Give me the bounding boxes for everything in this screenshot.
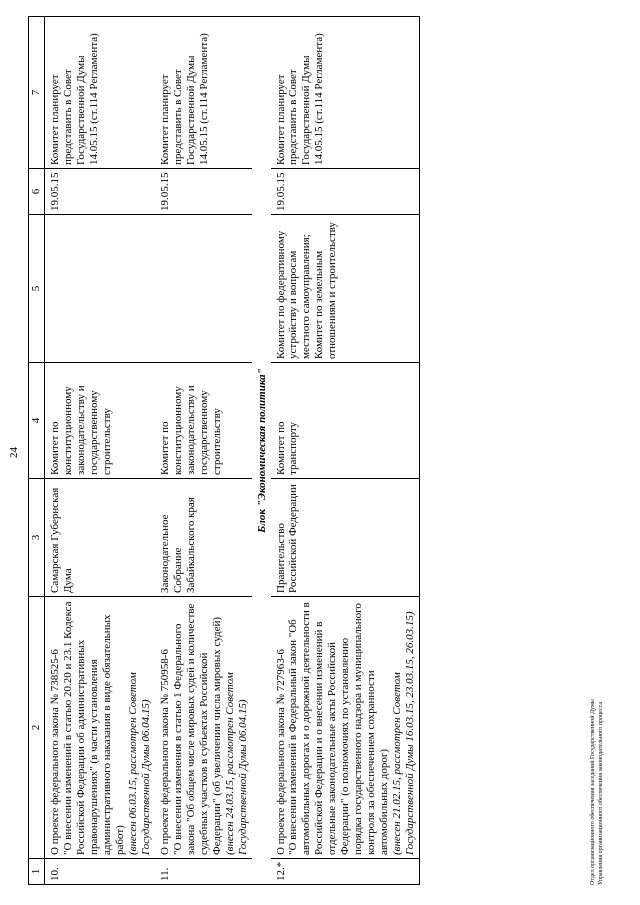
column-header-7: 7	[29, 17, 45, 169]
bill-cell	[271, 597, 420, 859]
bill-cell	[155, 597, 252, 859]
section-row	[252, 17, 271, 885]
table-row	[155, 17, 252, 885]
deadline-date: 19.05.15	[45, 169, 155, 215]
table-row	[271, 17, 420, 885]
bill-description: "О внесении изменений в Федеральный закон "Об автомобильных дорогах и о дорожной деятельности в Российской Федерации и о внесении изменений в отдельные законодательные акты Российской Федерации" (о полномочиях по установлению порядка государственного надзора и муниципального контроля за обеспечением сохранности автомобильных дорог)	[287, 602, 391, 855]
deadline-date: 19.05.15	[155, 169, 252, 215]
column-header-1: 1	[29, 859, 45, 885]
bill-author: Правительство Российской Федерации	[271, 479, 420, 597]
column-header-2: 2	[29, 597, 45, 859]
bills-table	[28, 16, 420, 885]
deadline-date: 19.05.15	[271, 169, 420, 215]
bill-author: Законодательное Собрание Забайкальского края	[155, 479, 252, 597]
column-header-5: 5	[29, 215, 45, 363]
table-row	[45, 17, 155, 885]
footer-line-1: Отдел организационного обеспечения заседаний Государственной Думы	[590, 699, 596, 885]
page-number: 24	[8, 447, 20, 458]
column-header-4: 4	[29, 363, 45, 479]
plan-note: Комитет планирует представить в Совет Государственной Думы 14.05.15 (ст.114 Регламента)	[155, 17, 252, 169]
column-header-6: 6	[29, 169, 45, 215]
row-number: 10.	[45, 859, 155, 885]
row-number: 12.*	[271, 859, 420, 885]
bill-note: (внесен 06.03.15, рассмотрен Советом Государственной Думы 06.04.15)	[126, 672, 152, 855]
bill-cell	[45, 597, 155, 859]
bill-note: (внесен 21.02.15, рассмотрен Советом Государственной Думы 16.03.15, 23.03.15, 26.03.15)	[391, 611, 417, 855]
footer-line-2: Управления организационного обеспечения законодательного процесса	[597, 701, 604, 885]
plan-note: Комитет планирует представить в Совет Государственной Думы 14.05.15 (ст.114 Регламента)	[45, 17, 155, 169]
bill-author: Самарская Губернская Дума	[45, 479, 155, 597]
bill-description: "О внесении изменения в статью 1 Федерального закона "Об общем числе мировых судей и количестве судебных участков в субъектах Российской Федерации" (об увеличении числа мировых судей)	[171, 603, 223, 855]
plan-note: Комитет планирует представить в Совет Государственной Думы 14.05.15 (ст.114 Регламента)	[271, 17, 420, 169]
bill-number: О проекте федерального закона № 738525-6	[49, 649, 61, 855]
column-header-3: 3	[29, 479, 45, 597]
responsible-committee: Комитет по конституционному законодательству и государственному строительству	[45, 363, 155, 479]
section-title: Блок "Экономическая политика"	[255, 368, 268, 533]
responsible-committee: Комитет по транспорту	[271, 363, 420, 479]
bill-note: (внесен 24.03.15, рассмотрен Советом Государственной Думы 06.04.15)	[223, 672, 249, 855]
co-committees: Комитет по федеративному устройству и вопросам местного самоуправления; Комитет по земельным отношениям и строительству	[271, 215, 420, 363]
responsible-committee: Комитет по конституционному законодательству и государственному строительству	[155, 363, 252, 479]
co-committees	[155, 215, 252, 363]
bill-description: "О внесении изменений в статью 20.20 и 23.1 Кодекса Российской Федерации об административных правонарушениях" (в части установления административного наказания в виде обязательных работ)	[61, 601, 126, 855]
row-number: 11.	[155, 859, 252, 885]
bill-number: О проекте федерального закона № 750958-6	[158, 649, 171, 855]
bill-number: О проекте федерального закона № 727963-6	[274, 649, 287, 855]
table-header-row	[29, 17, 45, 885]
footer	[590, 699, 605, 885]
co-committees	[45, 215, 155, 363]
